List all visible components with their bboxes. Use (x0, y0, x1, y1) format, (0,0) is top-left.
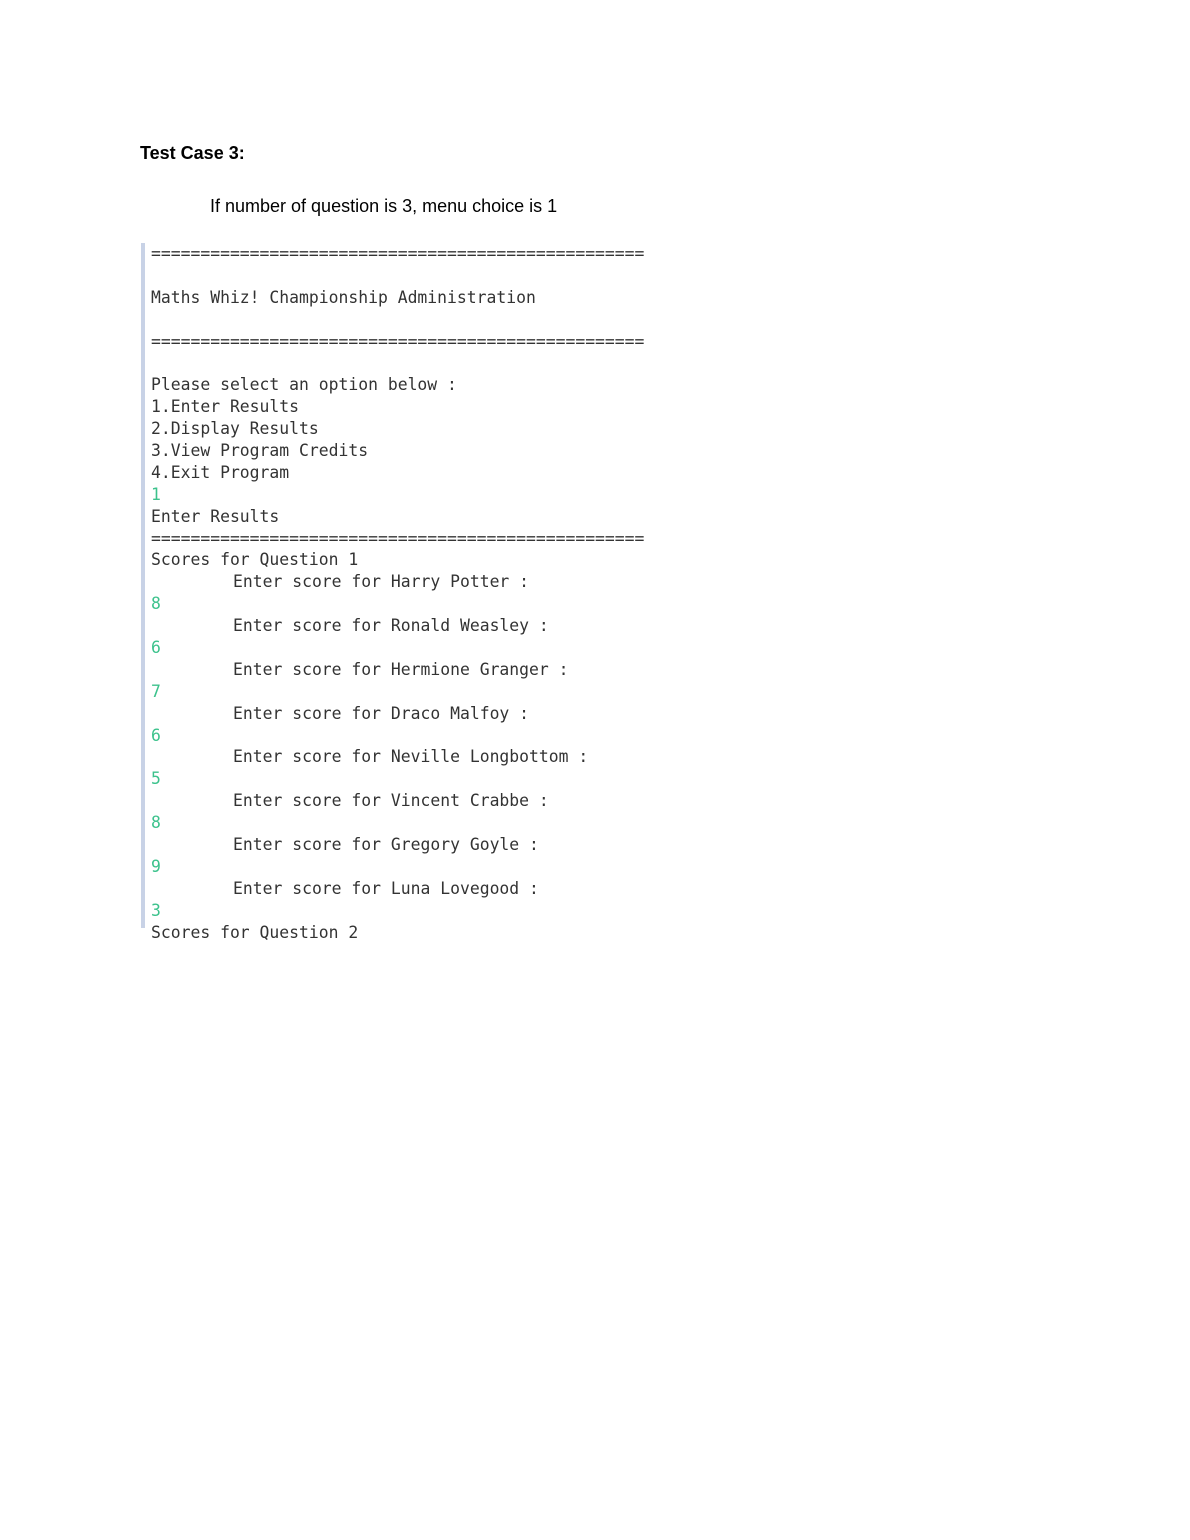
console-output-line: Scores for Question 1 (151, 550, 359, 570)
console-output-line: ================================================== (151, 528, 645, 548)
console-output-line: Enter Results (151, 506, 280, 526)
console-output-line: Scores for Question 2 (151, 922, 359, 942)
console-input-line: 8 (151, 813, 161, 833)
test-case-heading: Test Case 3: (140, 143, 245, 163)
console-input-line: 7 (151, 681, 161, 701)
console-input-line: 6 (151, 638, 161, 658)
console-input-line: 6 (151, 725, 161, 745)
console-output-line: 3.View Program Credits (151, 441, 369, 461)
console-input-line: 9 (151, 856, 161, 876)
console-output-line (151, 309, 644, 331)
console-output-line: Enter score for Vincent Crabbe : (233, 791, 549, 811)
console-input-line: 3 (151, 900, 161, 920)
console-output (151, 243, 644, 944)
console-left-border (141, 243, 145, 928)
console-output-line: Enter score for Draco Malfoy : (233, 703, 530, 723)
console-input-line: 5 (151, 769, 161, 789)
console-output-line: Enter score for Gregory Goyle : (233, 835, 539, 855)
console-output-line: 2.Display Results (151, 419, 319, 439)
console-output-line: ================================================== (151, 244, 645, 263)
console-output-line: 1.Enter Results (151, 397, 300, 417)
console-output-line: Enter score for Ronald Weasley : (233, 616, 549, 636)
console-output-line: 4.Exit Program (151, 462, 290, 482)
console-output-line (151, 352, 644, 374)
test-case-description: If number of question is 3, menu choice is 1 (210, 196, 558, 216)
console-output-line: ================================================== (151, 331, 645, 351)
console-output-line: Please select an option below : (151, 375, 457, 395)
console-input-line: 1 (151, 484, 161, 504)
console-input-line: 8 (151, 594, 161, 614)
console-output-line: Maths Whiz! Championship Administration (151, 287, 536, 307)
console-output-line: Enter score for Harry Potter : (233, 572, 530, 592)
console-output-line: Enter score for Neville Longbottom : (233, 747, 589, 767)
console-output-line: Enter score for Luna Lovegood : (233, 878, 539, 898)
console-output-line (151, 265, 644, 287)
console-output-line: Enter score for Hermione Granger : (233, 659, 569, 679)
console-screenshot (141, 243, 671, 942)
